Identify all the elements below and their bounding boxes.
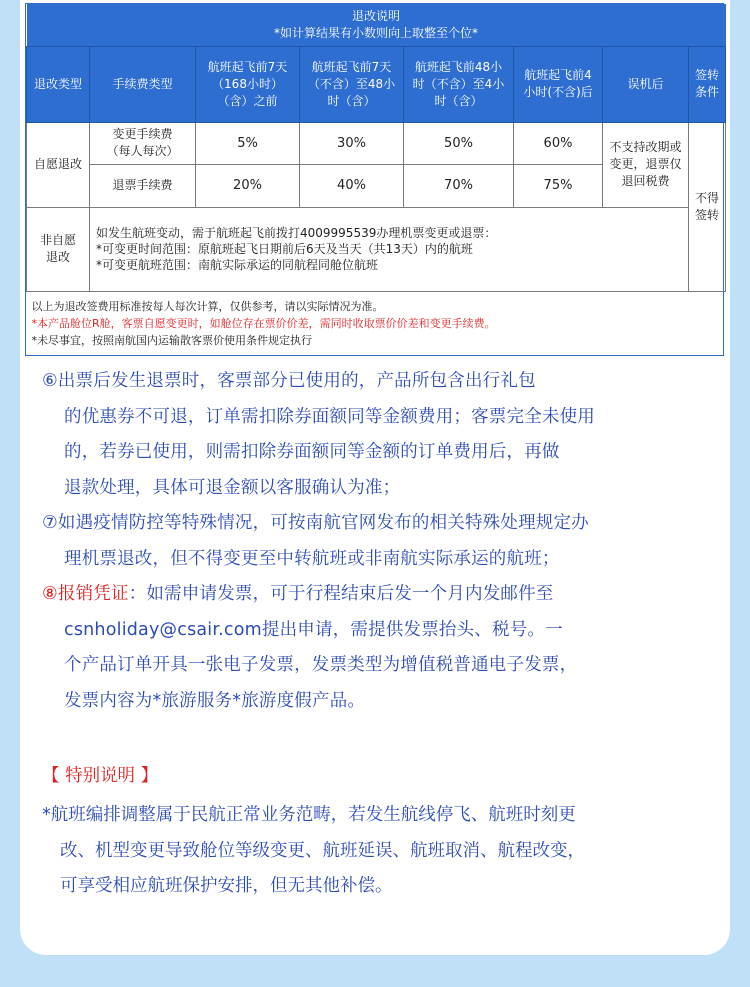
change-fee-line: 变更手续费 <box>112 127 173 141</box>
header-type: 退改类型 <box>27 46 90 122</box>
change-fee-line: （每人每次） <box>106 144 179 158</box>
paragraph-7 <box>42 506 702 577</box>
header-col3-line: 时（含） <box>434 93 483 108</box>
delay-note-line: 变更，退票仅 <box>609 157 682 171</box>
paragraph-line: 的优惠券不可退，订单需扣除券面额同等金额费用；客票完全未使用 <box>64 406 595 427</box>
special-line: 可享受相应航班保护安排，但无其他补偿。 <box>60 876 393 896</box>
special-notes <box>42 798 702 905</box>
involuntary-label-line: 退改 <box>45 250 70 264</box>
paragraph-line: 发票内容为*旅游服务*旅游度假产品。 <box>64 690 366 711</box>
delay-note <box>603 122 689 207</box>
header-col1-line: 航班起飞前7天 <box>207 59 288 74</box>
delay-note-line: 不支持改期或 <box>609 140 682 154</box>
refund-value: 20% <box>196 164 300 207</box>
paragraph-line: csnholiday@csair.com提出申请，需提供发票抬头、税号。一 <box>64 619 563 640</box>
special-line: 改、机型变更导致舱位等级变更、航班延误、航班取消、航程改变， <box>60 840 585 861</box>
header-fee-type: 手续费类型 <box>90 46 196 122</box>
paragraph-line: 退款处理，具体可退金额以客服确认为准； <box>64 477 401 498</box>
refund-change-table <box>25 3 724 356</box>
footer-line-red: *本产品舱位R舱，客票自愿变更时，如舱位存在票价价差，需同时收取票价价差和变更手续费。 <box>31 316 496 330</box>
involuntary-label <box>27 207 90 291</box>
header-col4 <box>514 46 603 122</box>
paragraph-line: ⑥出票后发生退票时，客票部分已使用的，产品所包含出行礼包 <box>42 371 536 391</box>
header-sign-line: 条件 <box>695 85 720 99</box>
involuntary-note-line: *可变更时间范围：原航班起飞日期前后6天及当天（共13天）内的航班 <box>96 242 473 256</box>
header-col4-line: 小时(不含)后 <box>523 85 593 99</box>
footer-line: *未尽事宜，按照南航国内运输散客票价使用条件规定执行 <box>31 333 312 347</box>
change-fee-label <box>90 122 196 164</box>
header-col1 <box>196 46 300 122</box>
header-col1-line: （含）之前 <box>217 93 278 108</box>
paragraph-line: 理机票退改，但不得变更至中转航班或非南航实际承运的航班； <box>64 548 560 569</box>
change-value: 30% <box>300 122 404 164</box>
refund-fee-label: 退票手续费 <box>90 164 196 207</box>
table-title: 退改说明 <box>352 8 401 23</box>
change-value: 5% <box>196 122 300 164</box>
header-delay: 误机后 <box>603 46 689 122</box>
delay-note-line: 退回税费 <box>621 174 670 188</box>
special-title: 【 特别说明 】 <box>42 766 159 786</box>
header-col2-line: （不含）至48小 <box>307 76 396 91</box>
header-col3-line: 时（不含）至4小 <box>412 76 505 91</box>
header-col4-line: 航班起飞前4 <box>524 68 592 82</box>
header-col2-line: 时（含） <box>327 93 376 108</box>
header-col3 <box>404 46 514 122</box>
refund-value: 70% <box>404 164 514 207</box>
footer-line: 以上为退改签费用标准按每人每次计算，仅供参考，请以实际情况为准。 <box>31 299 384 313</box>
paragraph-line: ⑦如遇疫情防控等特殊情况，可按南航官网发布的相关特殊处理规定办 <box>42 513 589 533</box>
header-col3-line: 航班起飞前48小 <box>414 59 503 74</box>
sign-value <box>689 122 726 291</box>
header-col2 <box>300 46 404 122</box>
sign-value-line: 签转 <box>695 207 720 222</box>
refund-value: 75% <box>514 164 603 207</box>
paragraph-8 <box>42 577 702 719</box>
paragraph-line: 个产品订单开具一张电子发票，发票类型为增值税普通电子发票， <box>64 655 578 675</box>
involuntary-note-line: *可变更航班范围：南航实际承运的同航程同舱位航班 <box>96 258 379 272</box>
invoice-text: ：如需申请发票，可于行程结束后发一个月内发邮件至 <box>128 584 554 604</box>
paragraph-6 <box>42 364 702 506</box>
involuntary-note <box>90 207 689 291</box>
change-value: 60% <box>514 122 603 164</box>
invoice-label: ⑧报销凭证 <box>42 584 129 604</box>
involuntary-note-line: 如发生航班变动，需于航班起飞前拨打4009995539办理机票变更或退票： <box>96 226 497 240</box>
change-value: 50% <box>404 122 514 164</box>
special-line: *航班编排调整属于民航正常业务范畴，若发生航线停飞、航班时刻更 <box>42 805 576 825</box>
table-title-cell <box>27 4 726 46</box>
header-col2-line: 航班起飞前7天 <box>311 59 392 74</box>
table-subtitle: *如计算结果有小数则向上取整至个位* <box>274 25 479 40</box>
refund-value: 40% <box>300 164 404 207</box>
paragraph-line: 的，若券已使用，则需扣除券面额同等金额的订单费用后，再做 <box>64 442 560 462</box>
involuntary-label-line: 非自愿 <box>39 233 76 247</box>
paragraph-line <box>42 577 702 613</box>
voluntary-label: 自愿退改 <box>27 122 90 207</box>
sign-value-line: 不得 <box>695 190 720 205</box>
header-col1-line: （168小时） <box>212 76 283 91</box>
header-sign-line: 签转 <box>695 68 720 82</box>
table-footer <box>27 291 726 355</box>
header-sign <box>689 46 726 122</box>
